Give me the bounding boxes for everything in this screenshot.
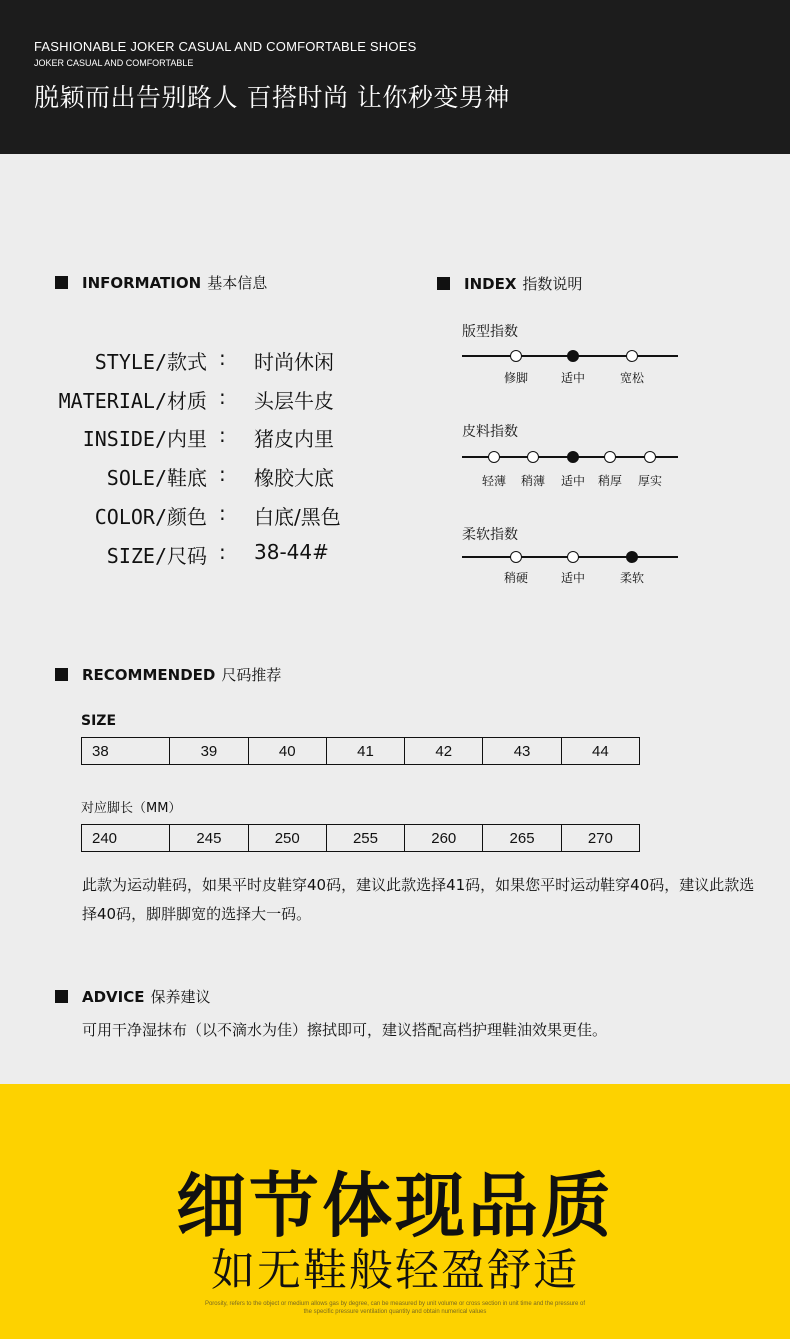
scale-dot xyxy=(488,451,500,463)
advice-heading-cn: 保养建议 xyxy=(150,988,211,1006)
scale-title: 版型指数 xyxy=(462,324,518,340)
square-bullet-icon xyxy=(55,990,68,1003)
foot-length-cell: 245 xyxy=(170,825,248,851)
size-cell: 42 xyxy=(405,738,483,764)
info-colon: : xyxy=(219,540,226,564)
detail-banner-subtitle: 如无鞋般轻盈舒适 xyxy=(211,1245,579,1296)
scale-dot-selected xyxy=(567,451,579,463)
detail-banner xyxy=(0,1084,790,1339)
scale-option-label: 适中 xyxy=(560,371,586,385)
scale-dot xyxy=(644,451,656,463)
info-row-size xyxy=(0,540,400,570)
square-bullet-icon xyxy=(55,668,68,681)
info-colon: : xyxy=(219,501,226,525)
info-label: SIZE/尺码 xyxy=(106,544,207,568)
info-value: 猪皮内里 xyxy=(254,427,334,451)
header-chinese-slogan: 脱颖而出告别路人 百搭时尚 让你秒变男神 xyxy=(34,83,510,112)
size-cell: 44 xyxy=(591,742,609,760)
foot-length-cell: 250 xyxy=(249,825,327,851)
scale-dot-selected xyxy=(567,350,579,362)
scale-option-label: 柔软 xyxy=(619,571,645,585)
info-row-color xyxy=(0,501,400,531)
info-value: 头层牛皮 xyxy=(254,389,334,413)
scale-dot-selected xyxy=(626,551,638,563)
info-value: 时尚休闲 xyxy=(254,350,334,374)
size-cell: 41 xyxy=(327,738,405,764)
index-heading xyxy=(437,273,582,294)
info-row-sole xyxy=(0,462,400,492)
info-colon: : xyxy=(219,346,226,370)
info-label: MATERIAL/材质 xyxy=(58,389,207,413)
scale-option-label: 修脚 xyxy=(503,371,529,385)
info-label: COLOR/颜色 xyxy=(94,505,207,529)
size-cell: 39 xyxy=(170,738,248,764)
recommended-heading-en: RECOMMENDED xyxy=(82,665,216,684)
index-heading-cn: 指数说明 xyxy=(522,275,583,293)
info-colon: : xyxy=(219,462,226,486)
scale-option-label: 稍薄 xyxy=(520,474,546,488)
info-value: 38-44# xyxy=(254,540,329,564)
scale-option-label: 宽松 xyxy=(619,371,645,385)
size-recommendation-note: 此款为运动鞋码，如果平时皮鞋穿40码，建议此款选择41码，如果您平时运动鞋穿40码，建议此款选择40码，脚胖脚宽的选择大一码。 xyxy=(82,876,755,923)
scale-dot xyxy=(510,350,522,362)
info-label: INSIDE/内里 xyxy=(82,427,207,451)
recommended-heading xyxy=(55,664,281,685)
foot-length-table xyxy=(81,824,640,852)
scale-option-label: 适中 xyxy=(560,571,586,585)
size-cell: 43 xyxy=(483,738,561,764)
scale-option-label: 轻薄 xyxy=(481,474,507,488)
square-bullet-icon xyxy=(437,277,450,290)
scale-dot xyxy=(604,451,616,463)
header-banner xyxy=(0,0,790,154)
information-heading-cn: 基本信息 xyxy=(207,274,268,292)
foot-length-cell: 270 xyxy=(587,829,613,847)
foot-length-cell: 255 xyxy=(327,825,405,851)
recommended-heading-cn: 尺码推荐 xyxy=(221,666,282,684)
info-row-style xyxy=(0,346,400,376)
scale-title: 柔软指数 xyxy=(462,527,518,543)
foot-length-cell: 260 xyxy=(405,825,483,851)
detail-banner-title: 细节体现品质 xyxy=(176,1165,614,1247)
foot-length-cell: 265 xyxy=(483,825,561,851)
advice-heading-en: ADVICE xyxy=(82,987,145,1006)
care-advice-text: 可用干净湿抹布（以不滴水为佳）擦拭即可，建议搭配高档护理鞋油效果更佳。 xyxy=(82,1021,608,1039)
info-row-material xyxy=(0,385,400,415)
info-label: SOLE/鞋底 xyxy=(106,466,207,490)
info-value: 白底/黑色 xyxy=(254,505,341,529)
index-heading-en: INDEX xyxy=(464,274,517,293)
scale-title: 皮料指数 xyxy=(462,424,518,440)
size-table-title: SIZE xyxy=(81,713,117,729)
information-heading xyxy=(55,272,267,293)
advice-heading xyxy=(55,986,211,1007)
scale-option-label: 适中 xyxy=(560,474,586,488)
size-cell: 38 xyxy=(82,738,170,764)
foot-length-cell: 240 xyxy=(82,825,170,851)
size-table xyxy=(81,737,640,765)
scale-option-label: 稍硬 xyxy=(503,571,529,585)
scale-dot xyxy=(626,350,638,362)
foot-length-table-title: 对应脚长（MM） xyxy=(81,801,182,816)
detail-banner-fine-print: Porosity, refers to the object or medium allows gas by degree, can be measured by unit volume or cross section in unit time and the pressure of the specific pressure ventilation quantity and obtain numerical values xyxy=(204,1301,586,1315)
info-colon: : xyxy=(219,423,226,447)
square-bullet-icon xyxy=(55,276,68,289)
info-colon: : xyxy=(219,385,226,409)
information-heading-en: INFORMATION xyxy=(82,273,202,292)
scale-option-label: 厚实 xyxy=(637,474,663,488)
scale-dot xyxy=(510,551,522,563)
size-cell: 40 xyxy=(249,738,327,764)
info-value: 橡胶大底 xyxy=(254,466,334,490)
header-english-title: FASHIONABLE JOKER CASUAL AND COMFORTABLE SHOES xyxy=(34,39,417,54)
info-row-inside xyxy=(0,423,400,453)
scale-dot xyxy=(567,551,579,563)
scale-dot xyxy=(527,451,539,463)
header-english-subtitle: JOKER CASUAL AND COMFORTABLE xyxy=(34,58,194,68)
scale-option-label: 稍厚 xyxy=(597,474,623,488)
info-label: STYLE/款式 xyxy=(94,350,207,374)
